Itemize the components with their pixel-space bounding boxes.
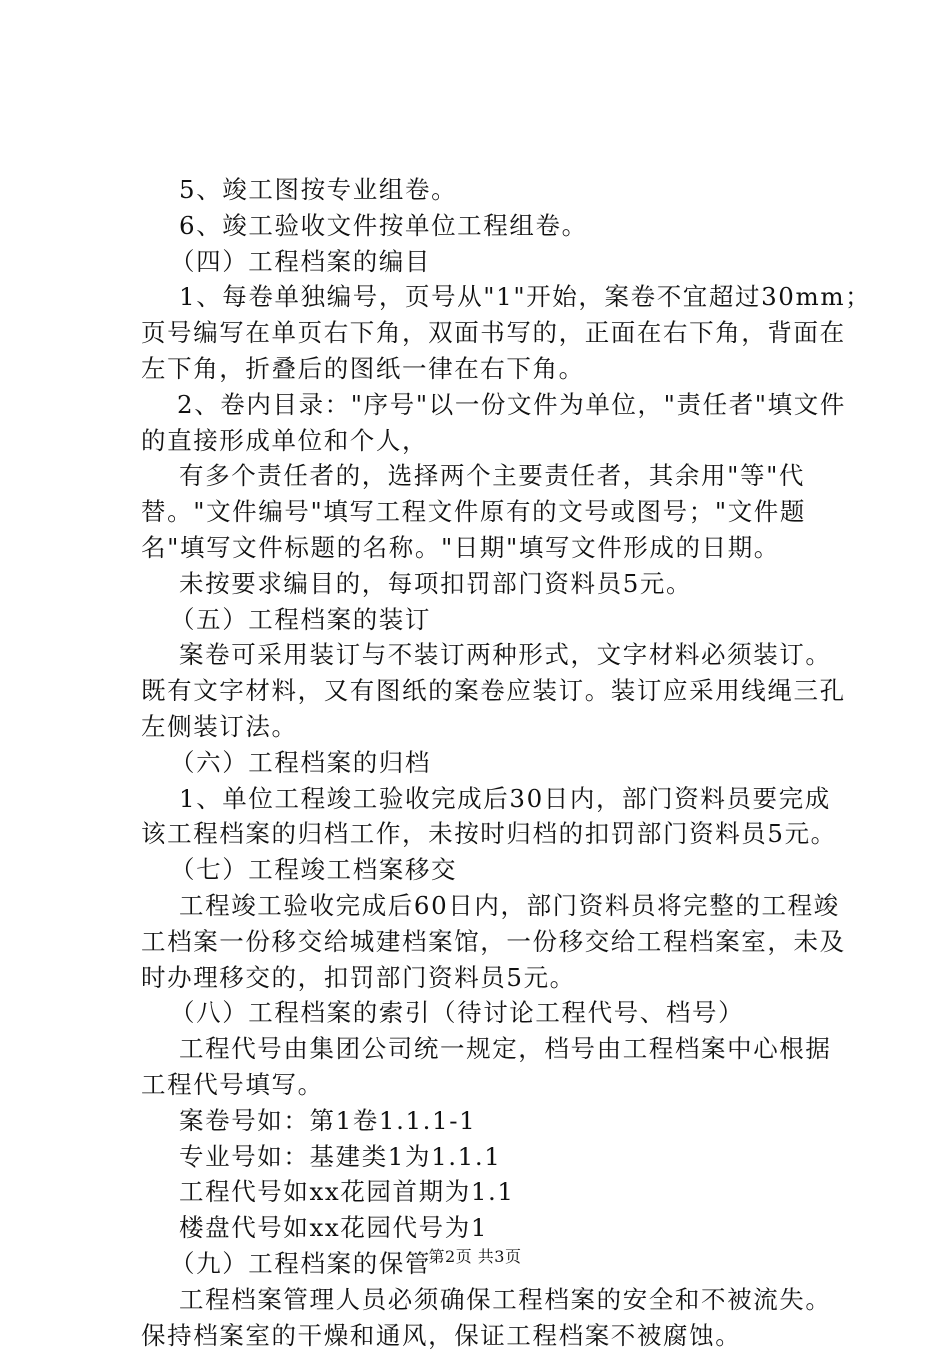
paragraph-line: 5、竣工图按专业组卷。 — [141, 172, 831, 208]
paragraph-line: 1、每卷单独编号，页号从"1"开始，案卷不宜超过30mm； — [141, 279, 831, 315]
paragraph-line: 该工程档案的归档工作，未按时归档的扣罚部门资料员5元。 — [141, 816, 831, 852]
paragraph-line: 2、卷内目录："序号"以一份文件为单位，"责任者"填文件 — [141, 387, 831, 423]
paragraph-line: 左侧装订法。 — [141, 709, 831, 745]
paragraph-line: 6、竣工验收文件按单位工程组卷。 — [141, 208, 831, 244]
paragraph-line: 保持档案室的干燥和通风，保证工程档案不被腐蚀。 — [141, 1318, 831, 1353]
section-heading: （五）工程档案的装订 — [141, 602, 831, 638]
document-body — [141, 172, 831, 1353]
section-heading: （九）工程档案的保管 — [141, 1246, 831, 1282]
paragraph-line: 工档案一份移交给城建档案馆，一份移交给工程档案室，未及 — [141, 924, 831, 960]
paragraph-line: 案卷可采用装订与不装订两种形式，文字材料必须装订。 — [141, 637, 831, 673]
page-number-footer: 第2页 共3页 — [0, 1244, 950, 1267]
paragraph-line: 未按要求编目的，每项扣罚部门资料员5元。 — [141, 566, 831, 602]
paragraph-line: 工程代号由集团公司统一规定，档号由工程档案中心根据 — [141, 1031, 831, 1067]
paragraph-line: 案卷号如：第1卷1.1.1-1 — [141, 1103, 831, 1139]
paragraph-line: 时办理移交的，扣罚部门资料员5元。 — [141, 960, 831, 996]
paragraph-line: 既有文字材料，又有图纸的案卷应装订。装订应采用线绳三孔 — [141, 673, 831, 709]
paragraph-line: 楼盘代号如xx花园代号为1 — [141, 1210, 831, 1246]
paragraph-line: 替。"文件编号"填写工程文件原有的文号或图号；"文件题 — [141, 494, 831, 530]
section-heading: （七）工程竣工档案移交 — [141, 852, 831, 888]
paragraph-line: 工程档案管理人员必须确保工程档案的安全和不被流失。 — [141, 1282, 831, 1318]
paragraph-line: 名"填写文件标题的名称。"日期"填写文件形成的日期。 — [141, 530, 831, 566]
paragraph-line: 工程代号如xx花园首期为1.1 — [141, 1174, 831, 1210]
section-heading: （四）工程档案的编目 — [141, 244, 831, 280]
paragraph-line: 专业号如：基建类1为1.1.1 — [141, 1139, 831, 1175]
paragraph-line: 1、单位工程竣工验收完成后30日内，部门资料员要完成 — [141, 781, 831, 817]
paragraph-line: 左下角，折叠后的图纸一律在右下角。 — [141, 351, 831, 387]
paragraph-line: 的直接形成单位和个人， — [141, 423, 831, 459]
section-heading: （六）工程档案的归档 — [141, 745, 831, 781]
paragraph-line: 页号编写在单页右下角，双面书写的，正面在右下角，背面在 — [141, 315, 831, 351]
paragraph-line: 工程代号填写。 — [141, 1067, 831, 1103]
section-heading: （八）工程档案的索引（待讨论工程代号、档号） — [141, 995, 831, 1031]
paragraph-line: 工程竣工验收完成后60日内，部门资料员将完整的工程竣 — [141, 888, 831, 924]
paragraph-line: 有多个责任者的，选择两个主要责任者，其余用"等"代 — [141, 458, 831, 494]
